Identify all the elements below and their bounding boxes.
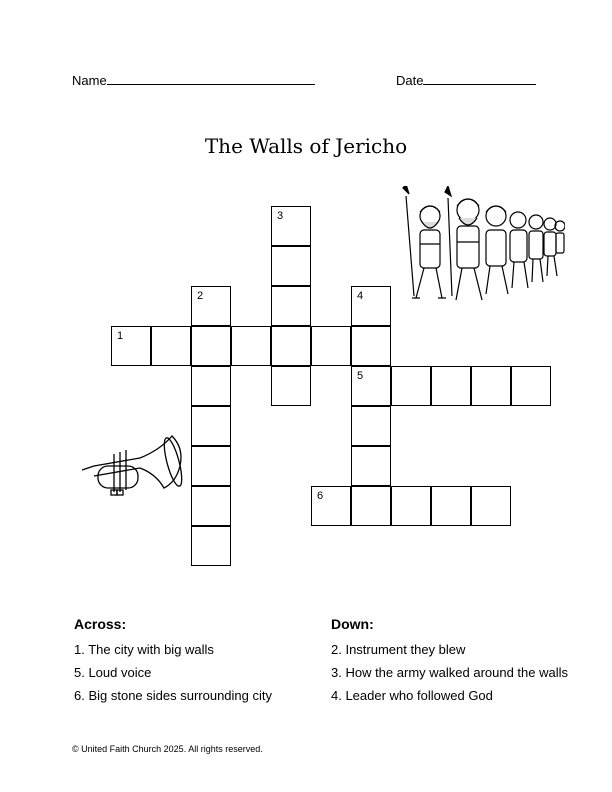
- crossword-cell[interactable]: [191, 526, 231, 566]
- down-clue: 4. Leader who followed God: [331, 688, 493, 703]
- crossword-cell[interactable]: [311, 326, 351, 366]
- date-field[interactable]: [396, 72, 536, 88]
- crossword-cell[interactable]: [271, 366, 311, 406]
- down-clue: 2. Instrument they blew: [331, 642, 466, 657]
- name-label: Name: [72, 73, 107, 88]
- clue-number: 2: [197, 290, 204, 302]
- crossword-cell[interactable]: [431, 486, 471, 526]
- crossword-cell[interactable]: [111, 326, 151, 366]
- crossword-cell[interactable]: [191, 286, 231, 326]
- clue-number: 5: [357, 370, 364, 382]
- crossword-cell[interactable]: [351, 286, 391, 326]
- crossword-cell[interactable]: [191, 366, 231, 406]
- copyright-footer: © United Faith Church 2025. All rights reserved.: [72, 744, 263, 754]
- crossword-cell[interactable]: [351, 486, 391, 526]
- crossword-cell[interactable]: [271, 246, 311, 286]
- crossword-cell[interactable]: [191, 446, 231, 486]
- crossword-cell[interactable]: [191, 406, 231, 446]
- crossword-cell[interactable]: [471, 366, 511, 406]
- across-clue: 1. The city with big walls: [74, 642, 214, 657]
- crossword-cell[interactable]: [471, 486, 511, 526]
- crossword-cell[interactable]: [431, 366, 471, 406]
- page-title: The Walls of Jericho: [204, 134, 408, 158]
- crossword-cell[interactable]: [231, 326, 271, 366]
- name-line[interactable]: [107, 72, 315, 85]
- down-clues: [331, 616, 568, 711]
- down-clue: 3. How the army walked around the walls: [331, 665, 569, 680]
- name-field[interactable]: [72, 72, 315, 88]
- trumpet-icon: [80, 430, 186, 498]
- crossword-cell[interactable]: [391, 366, 431, 406]
- across-clues: [74, 616, 272, 711]
- crossword-cell[interactable]: [511, 366, 551, 406]
- date-line[interactable]: [423, 72, 536, 85]
- across-clue: 6. Big stone sides surrounding city: [74, 688, 272, 703]
- marching-soldiers-illustration: [400, 186, 565, 310]
- crossword-cell[interactable]: [271, 286, 311, 326]
- date-label: Date: [396, 73, 424, 88]
- crossword-cell[interactable]: [351, 366, 391, 406]
- crossword-cell[interactable]: [391, 486, 431, 526]
- crossword-cell[interactable]: [351, 446, 391, 486]
- crossword-cell[interactable]: [311, 486, 351, 526]
- clue-number: 4: [357, 290, 364, 302]
- clue-number: 1: [117, 330, 124, 342]
- crossword-cell[interactable]: [151, 326, 191, 366]
- crossword-cell[interactable]: [351, 326, 391, 366]
- crossword-cell[interactable]: [271, 206, 311, 246]
- across-clue: 5. Loud voice: [74, 665, 152, 680]
- clue-number: 3: [277, 210, 284, 222]
- crossword-cell[interactable]: [191, 326, 231, 366]
- clue-number: 6: [317, 490, 324, 502]
- crossword-cell[interactable]: [271, 326, 311, 366]
- across-heading: Across:: [74, 616, 127, 632]
- down-heading: Down:: [331, 616, 374, 632]
- crossword-cell[interactable]: [351, 406, 391, 446]
- crossword-cell[interactable]: [191, 486, 231, 526]
